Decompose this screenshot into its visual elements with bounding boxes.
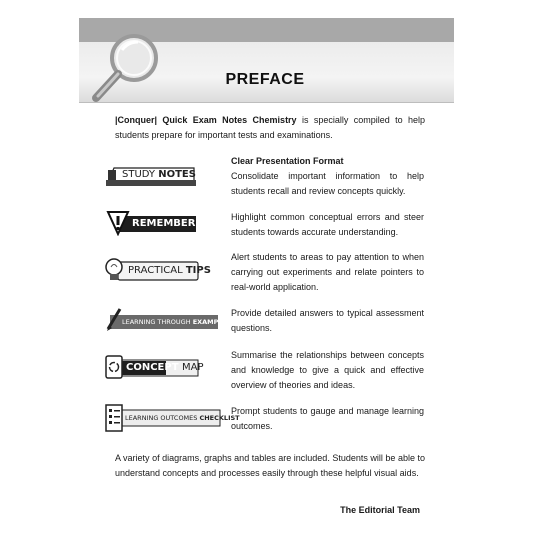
- learning-outcomes-label-b: CHECKLIST: [199, 414, 240, 422]
- study-notes-badge: [104, 162, 198, 188]
- learning-outcomes-badge: [104, 403, 240, 433]
- closing-paragraph: A variety of diagrams, graphs and tables are included. Students will be able to understand concepts and processes easily through these helpful visual aids.: [115, 453, 425, 478]
- feature-study-notes-desc: [231, 154, 424, 199]
- intro-paragraph: [115, 113, 425, 143]
- feature-learning-examples-desc: [231, 306, 424, 336]
- feature-remember-desc: [231, 210, 424, 240]
- feature-concept-map-desc: [231, 348, 424, 393]
- concept-map-label-b: MAP: [182, 362, 204, 373]
- study-notes-label-a: STUDY: [122, 169, 159, 180]
- feature-practical-tips-desc: [231, 250, 424, 295]
- intro-text: is specially compiled to help students prepare for important tests and examinations.: [115, 115, 425, 140]
- practical-tips-badge: [104, 256, 211, 284]
- learning-examples-label-a: LEARNING THROUGH: [122, 318, 193, 326]
- practical-tips-label-b: TIPS: [185, 265, 211, 276]
- magnifying-glass-icon: [84, 28, 174, 108]
- learning-examples-label-b: EXAMPLES: [192, 318, 232, 326]
- feature-text: Alert students to areas to pay attention to when carrying out experiments and relate pointers to real-world application.: [231, 252, 424, 292]
- signoff: The Editorial Team: [340, 505, 420, 515]
- feature-text: Provide detailed answers to typical assessment questions.: [231, 308, 424, 333]
- concept-map-label-a: CONCEPT: [126, 362, 183, 373]
- remember-badge: [106, 210, 198, 236]
- page-title: PREFACE: [225, 71, 305, 88]
- intro-book-title: |Conquer| Quick Exam Notes Chemistry: [115, 115, 297, 125]
- remember-label: REMEMBER: [132, 218, 196, 229]
- feature-learning-outcomes-desc: [231, 404, 424, 434]
- feature-text: Consolidate important information to help students recall and review concepts quickly.: [231, 171, 424, 196]
- feature-text: Highlight common conceptual errors and steer students towards accurate understanding.: [231, 212, 424, 237]
- concept-map-badge: [104, 354, 204, 382]
- learning-outcomes-label-a: LEARNING OUTCOMES: [125, 414, 200, 422]
- feature-heading: Clear Presentation Format: [231, 156, 344, 166]
- learning-examples-badge: [104, 307, 232, 333]
- feature-text: Summarise the relationships between concepts and knowledge to give a quick and effective overview of theories and ideas.: [231, 350, 424, 390]
- study-notes-label-b: NOTES: [158, 169, 196, 180]
- feature-text: Prompt students to gauge and manage learning outcomes.: [231, 406, 424, 431]
- practical-tips-label-a: PRACTICAL: [128, 265, 186, 276]
